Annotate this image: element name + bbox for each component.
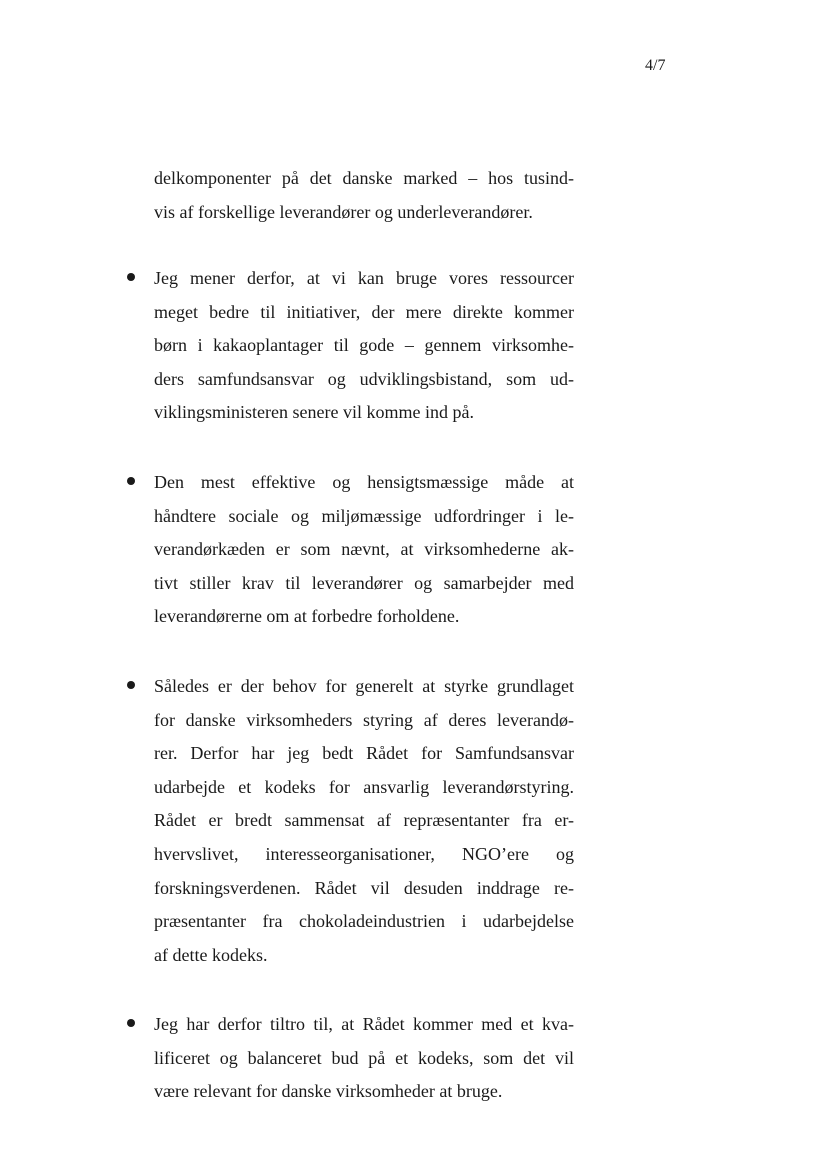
bullet-icon	[127, 477, 135, 485]
paragraph-line: tivt stiller krav til leverandører og samarbejder med	[154, 572, 574, 593]
bullet-paragraph-1	[154, 262, 574, 430]
paragraph-line: lificeret og balanceret bud på et kodeks, som det vil	[154, 1047, 574, 1068]
paragraph-line: Jeg har derfor tiltro til, at Rådet kommer med et kva-	[154, 1014, 574, 1034]
paragraph-line: udarbejde et kodeks for ansvarlig leverandørstyring.	[154, 776, 574, 797]
paragraph-line: håndtere sociale og miljømæssige udfordringer i le-	[154, 505, 574, 526]
paragraph-line: verandørkæden er som nævnt, at virksomhederne ak-	[154, 539, 574, 560]
bullet-paragraph-2	[154, 466, 574, 634]
bullet-icon	[127, 1019, 135, 1027]
page-number: 4/7	[645, 57, 666, 74]
paragraph-line: ders samfundsansvar og udviklingsbistand, som ud-	[154, 368, 574, 389]
paragraph-line: rer. Derfor har jeg bedt Rådet for Samfundsansvar	[154, 743, 574, 764]
bullet-paragraph-4	[154, 1008, 574, 1109]
paragraph-line: for danske virksomheders styring af deres leverandø-	[154, 709, 574, 730]
paragraph-line: præsentanter fra chokoladeindustrien i udarbejdelse	[154, 911, 574, 932]
continuation-paragraph	[154, 162, 574, 229]
paragraph-line: hvervslivet, interesseorganisationer, NGO’ere og	[154, 843, 574, 864]
paragraph-line: viklingsministeren senere vil komme ind på.	[154, 402, 474, 423]
paragraph-line: leverandørerne om at forbedre forholdene.	[154, 606, 460, 627]
paragraph-line: meget bedre til initiativer, der mere direkte kommer	[154, 301, 574, 322]
paragraph-line: Rådet er bredt sammensat af repræsentanter fra er-	[154, 810, 574, 831]
paragraph-line: Således er der behov for generelt at styrke grundlaget	[154, 676, 574, 696]
bullet-icon	[127, 273, 135, 281]
paragraph-line: Den mest effektive og hensigtsmæssige måde at	[154, 472, 574, 492]
paragraph-line: forskningsverdenen. Rådet vil desuden inddrage re-	[154, 877, 574, 898]
paragraph-line: vis af forskellige leverandører og underleverandører.	[154, 201, 533, 222]
paragraph-line: være relevant for danske virksomheder at bruge.	[154, 1081, 503, 1102]
paragraph-line: af dette kodeks.	[154, 944, 268, 965]
bullet-icon	[127, 681, 135, 689]
paragraph-line: børn i kakaoplantager til gode – gennem virksomhe-	[154, 335, 574, 356]
paragraph-line: Jeg mener derfor, at vi kan bruge vores ressourcer	[154, 268, 574, 288]
bullet-paragraph-3	[154, 670, 574, 972]
paragraph-line: delkomponenter på det danske marked – hos tusind-	[154, 168, 574, 188]
